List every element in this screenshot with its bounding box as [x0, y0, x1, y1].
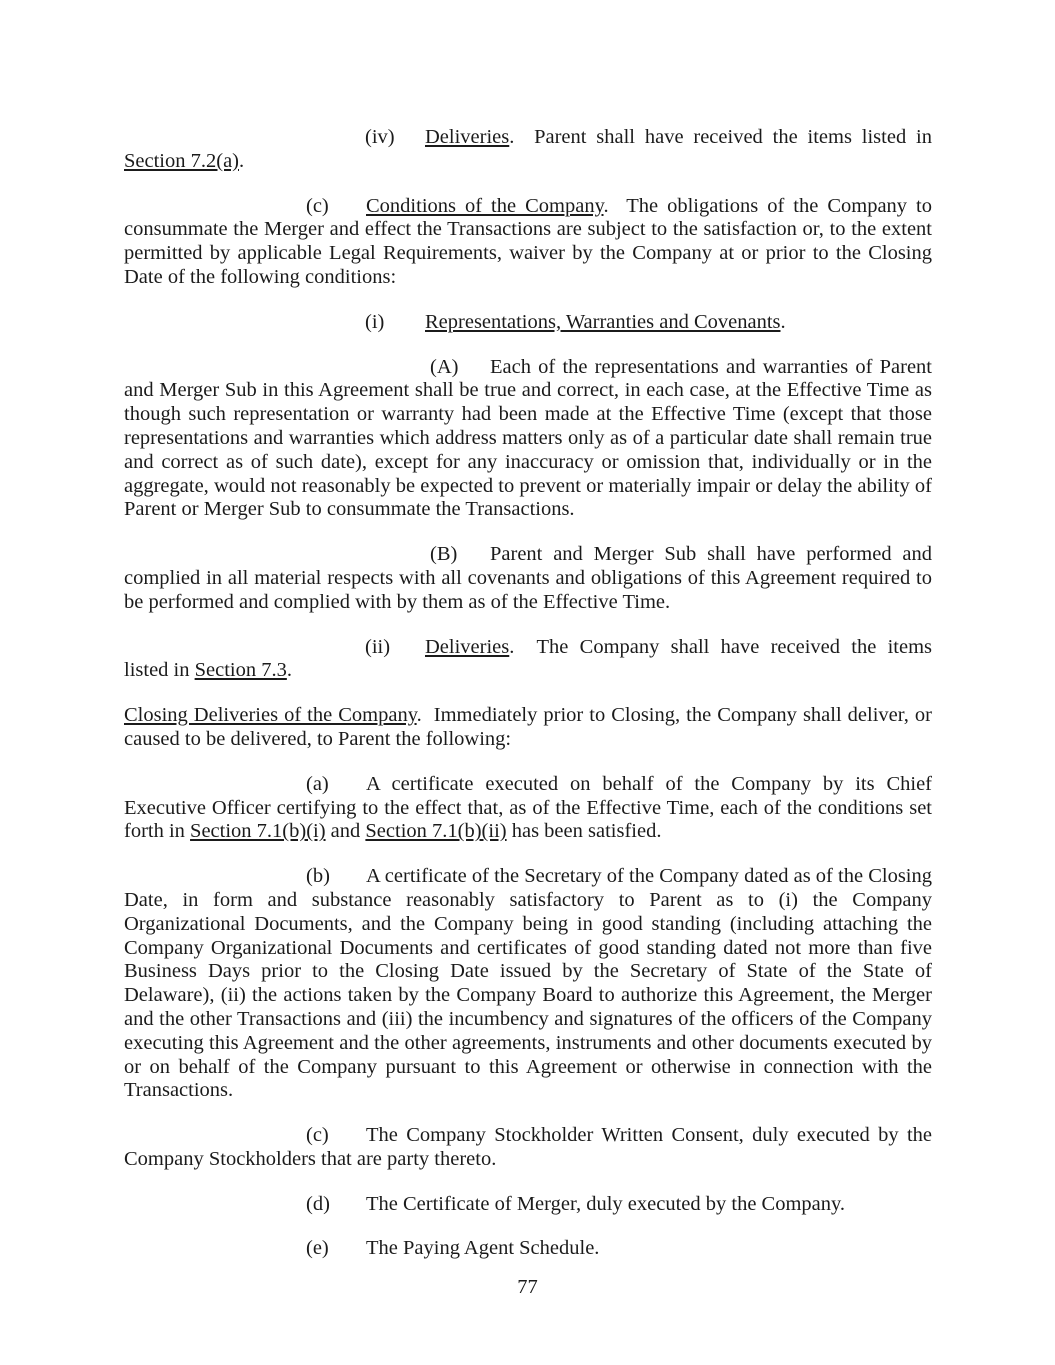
text-run: . Parent shall have received the items listed in — [509, 126, 932, 148]
para-ii-deliveries — [124, 636, 932, 684]
paragraph-number: (a) — [306, 772, 329, 795]
text-run: A certificate executed on behalf of the Company by its Chief Executive Officer certifying to the effect that, as of the Effective Time, each of the conditions set forth in — [124, 772, 932, 843]
paragraph-number: (c) — [306, 1124, 329, 1147]
paragraph-number: (i) — [365, 310, 385, 333]
para-b-secretary-certificate — [124, 865, 932, 1103]
text-run: . — [239, 149, 245, 172]
text-run: The Certificate of Merger, duly executed by the Company. — [366, 1192, 846, 1215]
paragraph-number: (B) — [430, 543, 458, 566]
underlined-reference: Section 7.2(a) — [124, 149, 239, 172]
text-run: The Paying Agent Schedule. — [366, 1237, 600, 1260]
para-c-conditions-of-the-company — [124, 195, 932, 290]
underlined-reference: Section 7.1(b)(ii) — [365, 820, 507, 843]
paragraph-number: (b) — [306, 865, 330, 888]
underlined-reference: Section 7.1(b)(i) — [190, 820, 326, 843]
para-a-ceo-certificate — [124, 773, 932, 844]
paragraph-number: (A) — [430, 355, 459, 378]
para-B-covenants-performed — [124, 543, 932, 614]
paragraph-number: (d) — [306, 1192, 330, 1215]
paragraph-number: (ii) — [365, 635, 391, 658]
text-run: Parent and Merger Sub shall have performed and complied in all material respects with all covenants and obligations of this Agreement required to be performed and complied with by them as of the Effective Time. — [124, 543, 932, 613]
page-number: 77 — [517, 1276, 538, 1298]
para-i-representations-warranties-covenants — [124, 311, 932, 335]
underlined-reference: Section 7.3 — [194, 659, 287, 682]
underlined-reference: Representations, Warranties and Covenants — [425, 310, 781, 333]
para-d-certificate-of-merger — [124, 1193, 932, 1217]
text-run: has been satisfied. — [506, 820, 662, 843]
para-e-paying-agent-schedule — [124, 1237, 932, 1261]
underlined-reference: Conditions of the Company — [366, 194, 604, 217]
text-run: . — [780, 310, 786, 333]
para-c-stockholder-written-consent — [124, 1124, 932, 1172]
text-run: Each of the representations and warranties of Parent and Merger Sub in this Agreement shall be true and correct, in each case, at the Effective Time as though such representation or warranty had been made at the Effective Time (except that those representations and warranties which address matters only as of a particular date shall remain true and correct as of such date), except for any inaccuracy or omission that, individually or in the aggregate, would not reasonably be expected to prevent or materially impair or delay the ability of Parent or Merger Sub to consummate the Transactions. — [124, 355, 932, 521]
para-iv-deliveries — [124, 126, 932, 174]
underlined-reference: Closing Deliveries of the Company — [124, 704, 417, 727]
para-A-representations-true-and-correct — [124, 356, 932, 523]
paragraph-number: (iv) — [365, 126, 395, 148]
paragraph-number: (e) — [306, 1237, 329, 1260]
text-run: The Company Stockholder Written Consent, duly executed by the Company Stockholders that are party thereto. — [124, 1124, 932, 1170]
underlined-reference: Deliveries — [425, 635, 510, 658]
document-body — [124, 126, 932, 1282]
text-run: . — [286, 659, 292, 682]
text-run: . Immediately prior to Closing, the Company shall deliver, or caused to be delivered, to Parent the following: — [124, 704, 932, 750]
text-run: . The obligations of the Company to consummate the Merger and effect the Transactions are subject to the satisfaction or, to the extent permitted by applicable Legal Requirements, waiver by the Company at or prior to the Closing Date of the following conditions: — [124, 194, 932, 288]
para-closing-deliveries-heading — [124, 704, 932, 752]
text-run: and — [325, 820, 366, 843]
text-run: . The Company shall have received the items listed in — [124, 635, 932, 682]
underlined-reference: Deliveries — [425, 126, 510, 148]
text-run: A certificate of the Secretary of the Company dated as of the Closing Date, in form and substance reasonably satisfactory to Parent as to (i) the Company Organizational Documents, and the Company being in good standing (including attaching the Company Organizational Documents and certificates of good standing dated not more than five Business Days prior to the Closing Date issued by the Secretary of State of the State of Delaware), (ii) the actions taken by the Company Board to authorize this Agreement, the Merger and the other Transactions and (iii) the incumbency and signatures of the officers of the Company executing this Agreement and the other agreements, instruments and other documents executed by or on behalf of the Company pursuant to this Agreement or otherwise in connection with the Transactions. — [124, 865, 932, 1102]
paragraph-number: (c) — [306, 194, 329, 217]
